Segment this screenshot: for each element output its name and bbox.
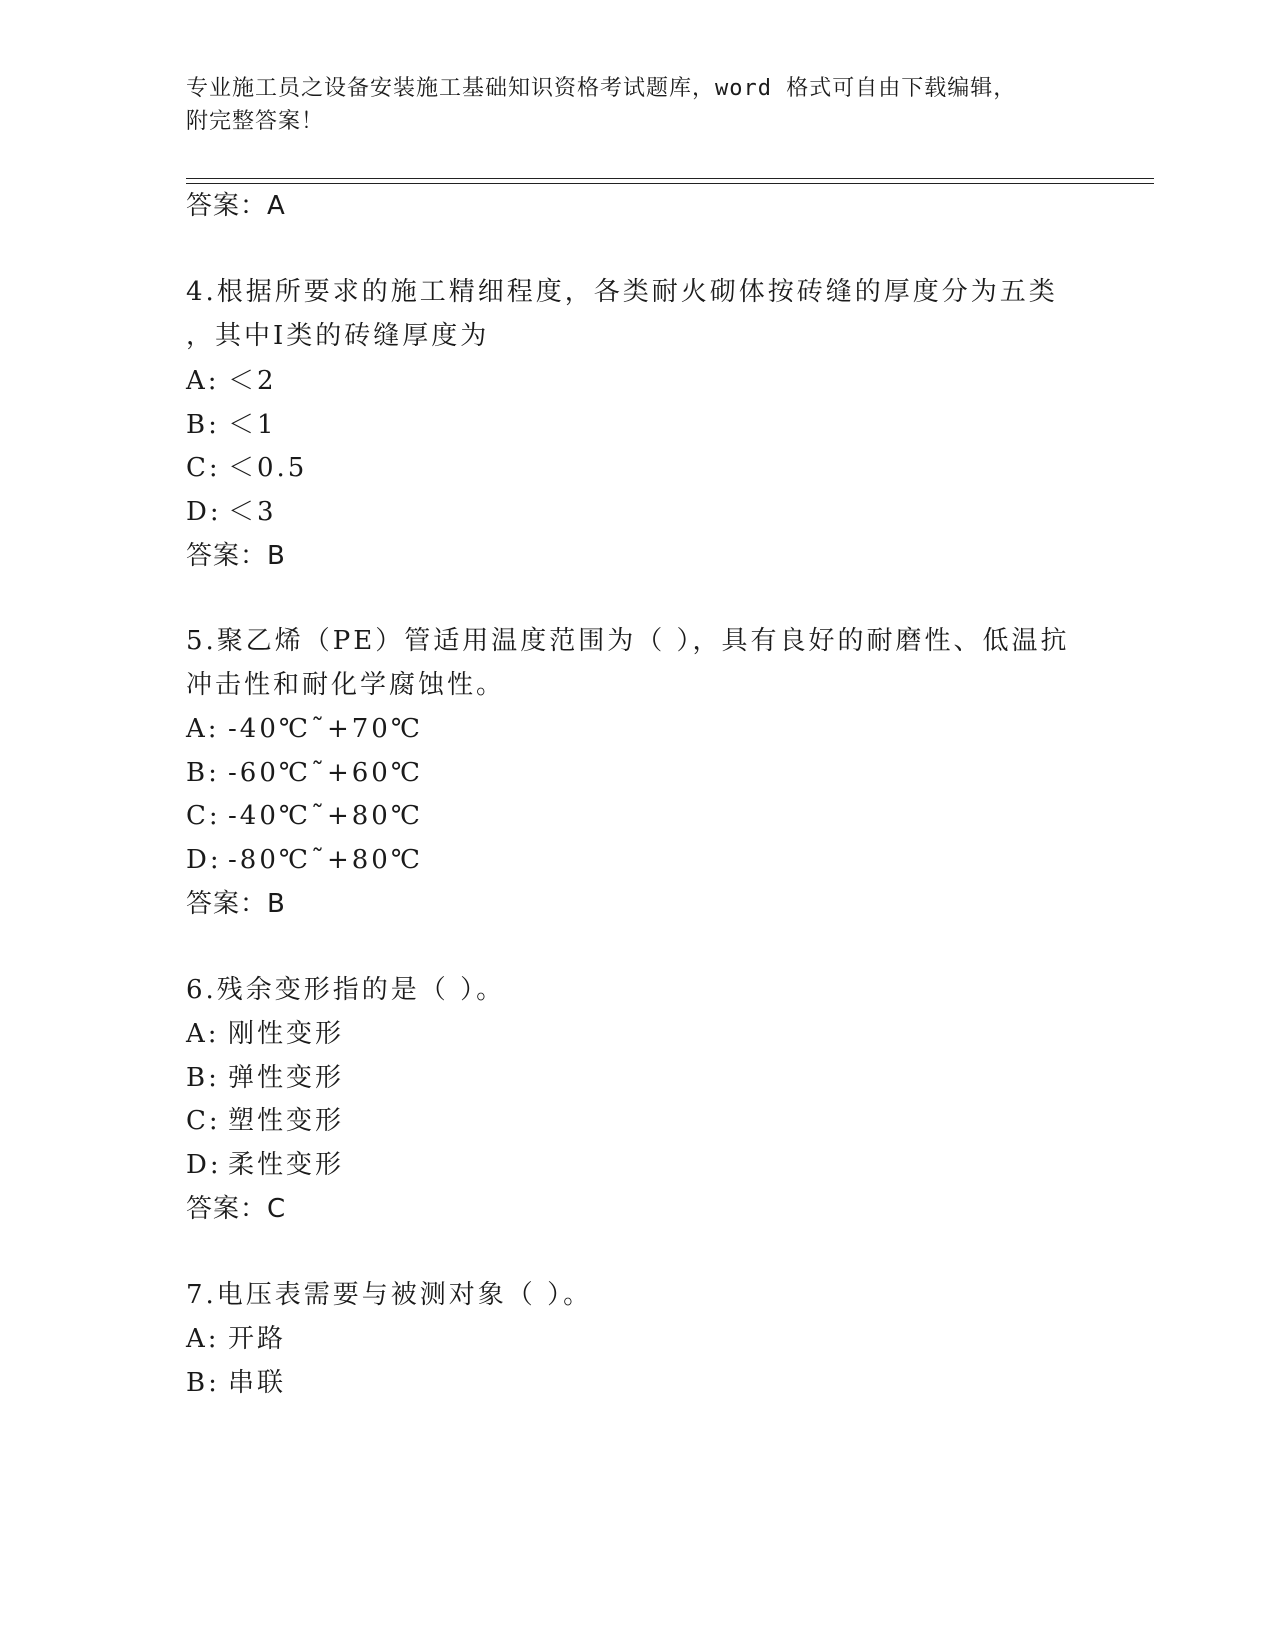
option-letter: A: <box>186 714 220 744</box>
document-header <box>186 72 1106 138</box>
answer-question-6: 答案：C <box>186 1194 287 1224</box>
answer-prev: 答案：A <box>186 191 286 221</box>
question-7-option-a <box>186 1323 286 1355</box>
header-line-2: 附完整答案！ <box>186 109 325 134</box>
option-letter: A: <box>186 1019 220 1049</box>
question-6-option-d <box>186 1149 344 1181</box>
question-5-line-2: 冲击性和耐化学腐蚀性。 <box>186 670 506 700</box>
option-text: ＜3 <box>228 497 277 527</box>
question-4-option-b <box>186 409 277 441</box>
option-text: -40℃˜+80℃ <box>228 801 423 831</box>
option-letter: D: <box>186 497 222 527</box>
header-rule-bottom <box>186 183 1154 184</box>
question-4-line-2: ，其中Ⅰ类的砖缝厚度为 <box>186 321 490 351</box>
option-letter: D: <box>186 845 222 875</box>
question-5-option-d <box>186 844 423 876</box>
question-4-option-a <box>186 365 277 397</box>
option-letter: D: <box>186 1150 222 1180</box>
header-line-1: 专业施工员之设备安装施工基础知识资格考试题库，word 格式可自由下载编辑， <box>186 76 1017 101</box>
question-4-option-c <box>186 452 307 484</box>
question-4-option-d <box>186 496 277 528</box>
option-letter: A: <box>186 1324 220 1354</box>
question-7-option-b <box>186 1367 286 1399</box>
question-7-line-1: 7.电压表需要与被测对象（ ）。 <box>186 1280 593 1310</box>
option-text: -40℃˜+70℃ <box>228 714 423 744</box>
question-5-option-a <box>186 713 423 745</box>
answer-question-4: 答案：B <box>186 541 286 571</box>
question-5-option-b <box>186 757 423 789</box>
option-letter: B: <box>186 758 220 788</box>
question-6-option-b <box>186 1062 344 1094</box>
option-text: ＜1 <box>228 410 277 440</box>
option-text: 串联 <box>228 1368 287 1398</box>
question-6-option-a <box>186 1018 344 1050</box>
option-text: -80℃˜+80℃ <box>228 845 423 875</box>
question-5-line-1: 5.聚乙烯（PE）管适用温度范围为（ ），具有良好的耐磨性、低温抗 <box>186 626 1070 656</box>
option-text: 柔性变形 <box>228 1150 345 1180</box>
option-letter: A: <box>186 366 220 396</box>
option-text: ＜0.5 <box>228 453 308 483</box>
header-rule-top <box>186 178 1154 179</box>
option-text: ＜2 <box>228 366 277 396</box>
question-6-option-c <box>186 1105 344 1137</box>
option-letter: B: <box>186 1063 220 1093</box>
question-5-option-c <box>186 800 423 832</box>
option-letter: C: <box>186 801 221 831</box>
option-letter: C: <box>186 453 221 483</box>
question-4-line-1: 4.根据所要求的施工精细程度，各类耐火砌体按砖缝的厚度分为五类 <box>186 277 1058 307</box>
option-text: -60℃˜+60℃ <box>228 758 423 788</box>
option-text: 刚性变形 <box>228 1019 345 1049</box>
option-text: 开路 <box>228 1324 287 1354</box>
question-6-line-1: 6.残余变形指的是（ ）。 <box>186 975 506 1005</box>
answer-question-5: 答案：B <box>186 889 286 919</box>
option-letter: C: <box>186 1106 221 1136</box>
option-letter: B: <box>186 410 220 440</box>
option-text: 塑性变形 <box>228 1106 345 1136</box>
option-letter: B: <box>186 1368 220 1398</box>
option-text: 弹性变形 <box>228 1063 345 1093</box>
